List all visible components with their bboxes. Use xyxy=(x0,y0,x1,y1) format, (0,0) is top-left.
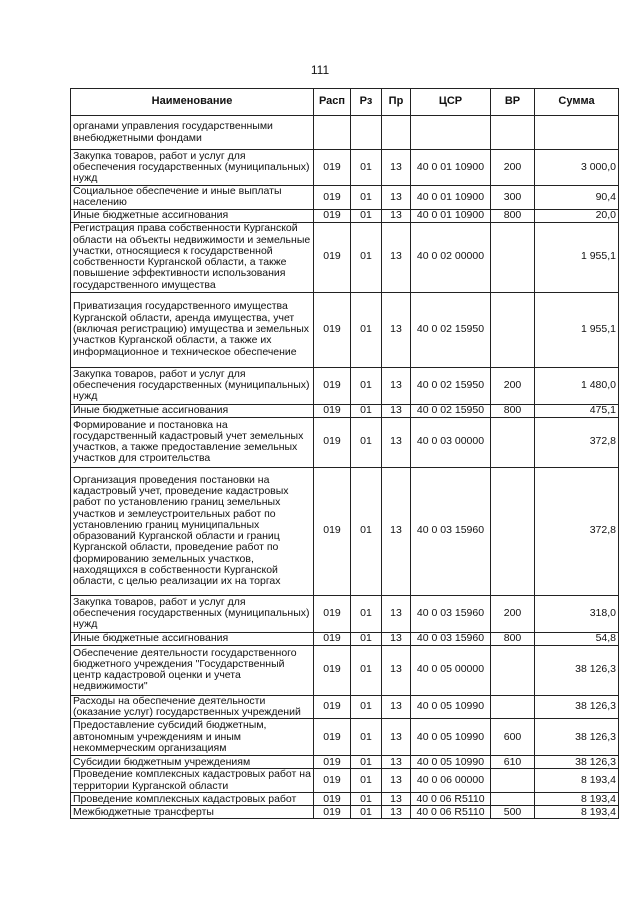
page-number: 111 xyxy=(310,63,330,77)
row-vr-cell: 200 xyxy=(491,595,535,632)
row-sum-cell: 38 126,3 xyxy=(535,719,619,756)
table-row xyxy=(71,756,619,769)
table-row xyxy=(71,367,619,404)
row-sum-cell: 38 126,3 xyxy=(535,695,619,719)
row-vr-cell: 300 xyxy=(491,186,535,210)
table-body xyxy=(71,116,619,819)
row-csr-cell: 40 0 06 00000 xyxy=(411,769,491,793)
row-pr-cell: 13 xyxy=(382,769,411,793)
row-sum-cell: 3 000,0 xyxy=(535,150,619,186)
row-pr-cell: 13 xyxy=(382,632,411,645)
row-vr-cell xyxy=(491,116,535,150)
row-rz-cell: 01 xyxy=(351,150,382,186)
row-vr-cell: 800 xyxy=(491,632,535,645)
table-row xyxy=(71,793,619,806)
row-csr-cell: 40 0 01 10900 xyxy=(411,209,491,222)
column-header-csr: ЦСР xyxy=(411,89,491,116)
row-csr-cell: 40 0 05 00000 xyxy=(411,645,491,695)
row-sum-cell: 8 193,4 xyxy=(535,769,619,793)
column-header-pr: Пр xyxy=(382,89,411,116)
row-name-cell: Расходы на обеспечение деятельности (оказание услуг) государственных учреждений xyxy=(71,695,314,719)
row-rasp-cell: 019 xyxy=(314,806,351,819)
table-row xyxy=(71,595,619,632)
row-pr-cell: 13 xyxy=(382,719,411,756)
row-pr-cell: 13 xyxy=(382,150,411,186)
table-row xyxy=(71,806,619,819)
row-pr-cell: 13 xyxy=(382,756,411,769)
row-vr-cell: 610 xyxy=(491,756,535,769)
row-rasp-cell: 019 xyxy=(314,645,351,695)
row-rz-cell: 01 xyxy=(351,719,382,756)
row-name-cell: Приватизация государственного имущества Курганской области, аренда имущества, учет (включая регистрацию) имущества и земельных участков Курганской области, а также их информационное и техническое обеспечение xyxy=(71,292,314,367)
row-rz-cell: 01 xyxy=(351,756,382,769)
row-rz-cell: 01 xyxy=(351,595,382,632)
row-name-cell: Организация проведения постановки на кадастровый учет, проведение кадастровых работ по установлению границ земельных участков и землеустроительных работ по установлению границ муниципальных образований Курганской области и границ Курганской области, проведение работ по формированию земельных участков, находящихся в собственности Курганской области, с целью реализации их на торгах xyxy=(71,467,314,595)
row-rasp-cell xyxy=(314,116,351,150)
row-pr-cell: 13 xyxy=(382,806,411,819)
row-vr-cell: 200 xyxy=(491,150,535,186)
row-rasp-cell: 019 xyxy=(314,150,351,186)
row-vr-cell xyxy=(491,645,535,695)
row-rasp-cell: 019 xyxy=(314,222,351,292)
table-row xyxy=(71,719,619,756)
row-vr-cell xyxy=(491,417,535,467)
row-rasp-cell: 019 xyxy=(314,719,351,756)
column-header-vr: ВР xyxy=(491,89,535,116)
row-csr-cell: 40 0 06 R5110 xyxy=(411,793,491,806)
table-row xyxy=(71,417,619,467)
row-sum-cell: 1 955,1 xyxy=(535,292,619,367)
row-rasp-cell: 019 xyxy=(314,186,351,210)
row-rz-cell xyxy=(351,116,382,150)
budget-table xyxy=(70,88,619,819)
row-name-cell: Проведение комплексных кадастровых работ xyxy=(71,793,314,806)
row-vr-cell xyxy=(491,292,535,367)
row-sum-cell: 54,8 xyxy=(535,632,619,645)
column-header-sum: Сумма xyxy=(535,89,619,116)
table-row xyxy=(71,467,619,595)
table-row xyxy=(71,404,619,417)
table-header-row xyxy=(71,89,619,116)
table-row xyxy=(71,222,619,292)
row-csr-cell: 40 0 03 00000 xyxy=(411,417,491,467)
row-pr-cell: 13 xyxy=(382,222,411,292)
row-vr-cell xyxy=(491,467,535,595)
row-sum-cell: 372,8 xyxy=(535,467,619,595)
row-rasp-cell: 019 xyxy=(314,417,351,467)
row-pr-cell: 13 xyxy=(382,186,411,210)
column-header-rasp: Расп xyxy=(314,89,351,116)
row-rz-cell: 01 xyxy=(351,186,382,210)
row-rasp-cell: 019 xyxy=(314,209,351,222)
row-csr-cell: 40 0 06 R5110 xyxy=(411,806,491,819)
row-pr-cell: 13 xyxy=(382,645,411,695)
table-row xyxy=(71,209,619,222)
row-vr-cell: 500 xyxy=(491,806,535,819)
row-vr-cell xyxy=(491,793,535,806)
row-sum-cell: 8 193,4 xyxy=(535,793,619,806)
row-rz-cell: 01 xyxy=(351,695,382,719)
row-rasp-cell: 019 xyxy=(314,769,351,793)
row-rasp-cell: 019 xyxy=(314,793,351,806)
row-csr-cell: 40 0 02 15950 xyxy=(411,367,491,404)
row-rz-cell: 01 xyxy=(351,367,382,404)
row-vr-cell xyxy=(491,222,535,292)
table-row xyxy=(71,292,619,367)
row-rasp-cell: 019 xyxy=(314,695,351,719)
row-name-cell: Социальное обеспечение и иные выплаты населению xyxy=(71,186,314,210)
row-name-cell: Иные бюджетные ассигнования xyxy=(71,632,314,645)
table-row xyxy=(71,645,619,695)
row-rz-cell: 01 xyxy=(351,417,382,467)
row-name-cell: органами управления государственными внебюджетными фондами xyxy=(71,116,314,150)
row-sum-cell: 90,4 xyxy=(535,186,619,210)
row-rasp-cell: 019 xyxy=(314,632,351,645)
row-vr-cell: 600 xyxy=(491,719,535,756)
row-rasp-cell: 019 xyxy=(314,404,351,417)
row-csr-cell: 40 0 03 15960 xyxy=(411,467,491,595)
row-rz-cell: 01 xyxy=(351,292,382,367)
row-csr-cell: 40 0 02 15950 xyxy=(411,292,491,367)
row-rz-cell: 01 xyxy=(351,404,382,417)
row-pr-cell: 13 xyxy=(382,404,411,417)
row-sum-cell: 318,0 xyxy=(535,595,619,632)
row-csr-cell: 40 0 01 10900 xyxy=(411,186,491,210)
row-sum-cell xyxy=(535,116,619,150)
row-sum-cell: 475,1 xyxy=(535,404,619,417)
row-name-cell: Регистрация права собственности Курганской области на объекты недвижимости и земельные участки, относящиеся к государственной собственности Курганской области, а также повышение эффективности использования государственного имущества xyxy=(71,222,314,292)
row-rasp-cell: 019 xyxy=(314,292,351,367)
row-name-cell: Межбюджетные трансферты xyxy=(71,806,314,819)
row-vr-cell: 200 xyxy=(491,367,535,404)
row-vr-cell: 800 xyxy=(491,209,535,222)
row-pr-cell: 13 xyxy=(382,209,411,222)
row-csr-cell: 40 0 05 10990 xyxy=(411,756,491,769)
row-pr-cell: 13 xyxy=(382,695,411,719)
table-row xyxy=(71,695,619,719)
row-rasp-cell: 019 xyxy=(314,367,351,404)
row-name-cell: Формирование и постановка на государственный кадастровый учет земельных участков, а также предоставление земельных участков для строительства xyxy=(71,417,314,467)
row-vr-cell xyxy=(491,769,535,793)
table-row xyxy=(71,116,619,150)
row-sum-cell: 38 126,3 xyxy=(535,756,619,769)
row-name-cell: Закупка товаров, работ и услуг для обеспечения государственных (муниципальных) нужд xyxy=(71,150,314,186)
row-csr-cell: 40 0 05 10990 xyxy=(411,719,491,756)
row-name-cell: Обеспечение деятельности государственного бюджетного учреждения "Государственный центр кадастровой оценки и учета недвижимости" xyxy=(71,645,314,695)
column-header-name: Наименование xyxy=(71,89,314,116)
row-pr-cell: 13 xyxy=(382,793,411,806)
row-pr-cell xyxy=(382,116,411,150)
row-pr-cell: 13 xyxy=(382,467,411,595)
row-sum-cell: 1 955,1 xyxy=(535,222,619,292)
row-rz-cell: 01 xyxy=(351,209,382,222)
row-rasp-cell: 019 xyxy=(314,595,351,632)
row-rz-cell: 01 xyxy=(351,222,382,292)
row-name-cell: Предоставление субсидий бюджетным, автономным учреждениям и иным некоммерческим организациям xyxy=(71,719,314,756)
row-name-cell: Субсидии бюджетным учреждениям xyxy=(71,756,314,769)
row-csr-cell: 40 0 05 10990 xyxy=(411,695,491,719)
row-pr-cell: 13 xyxy=(382,292,411,367)
row-name-cell: Закупка товаров, работ и услуг для обеспечения государственных (муниципальных) нужд xyxy=(71,595,314,632)
table-row xyxy=(71,769,619,793)
table-row xyxy=(71,186,619,210)
row-csr-cell: 40 0 02 15950 xyxy=(411,404,491,417)
row-csr-cell: 40 0 01 10900 xyxy=(411,150,491,186)
row-rz-cell: 01 xyxy=(351,806,382,819)
row-sum-cell: 38 126,3 xyxy=(535,645,619,695)
column-header-rz: Рз xyxy=(351,89,382,116)
row-name-cell: Проведение комплексных кадастровых работ на территории Курганской области xyxy=(71,769,314,793)
row-rasp-cell: 019 xyxy=(314,467,351,595)
row-pr-cell: 13 xyxy=(382,367,411,404)
row-rz-cell: 01 xyxy=(351,793,382,806)
row-rz-cell: 01 xyxy=(351,769,382,793)
row-rz-cell: 01 xyxy=(351,467,382,595)
row-sum-cell: 1 480,0 xyxy=(535,367,619,404)
row-sum-cell: 8 193,4 xyxy=(535,806,619,819)
row-pr-cell: 13 xyxy=(382,417,411,467)
row-name-cell: Иные бюджетные ассигнования xyxy=(71,209,314,222)
row-name-cell: Закупка товаров, работ и услуг для обеспечения государственных (муниципальных) нужд xyxy=(71,367,314,404)
row-csr-cell: 40 0 03 15960 xyxy=(411,632,491,645)
row-sum-cell: 20,0 xyxy=(535,209,619,222)
row-csr-cell: 40 0 02 00000 xyxy=(411,222,491,292)
row-name-cell: Иные бюджетные ассигнования xyxy=(71,404,314,417)
row-sum-cell: 372,8 xyxy=(535,417,619,467)
row-csr-cell xyxy=(411,116,491,150)
row-rz-cell: 01 xyxy=(351,645,382,695)
row-vr-cell: 800 xyxy=(491,404,535,417)
row-vr-cell xyxy=(491,695,535,719)
table-row xyxy=(71,150,619,186)
table-row xyxy=(71,632,619,645)
row-pr-cell: 13 xyxy=(382,595,411,632)
row-csr-cell: 40 0 03 15960 xyxy=(411,595,491,632)
row-rz-cell: 01 xyxy=(351,632,382,645)
row-rasp-cell: 019 xyxy=(314,756,351,769)
